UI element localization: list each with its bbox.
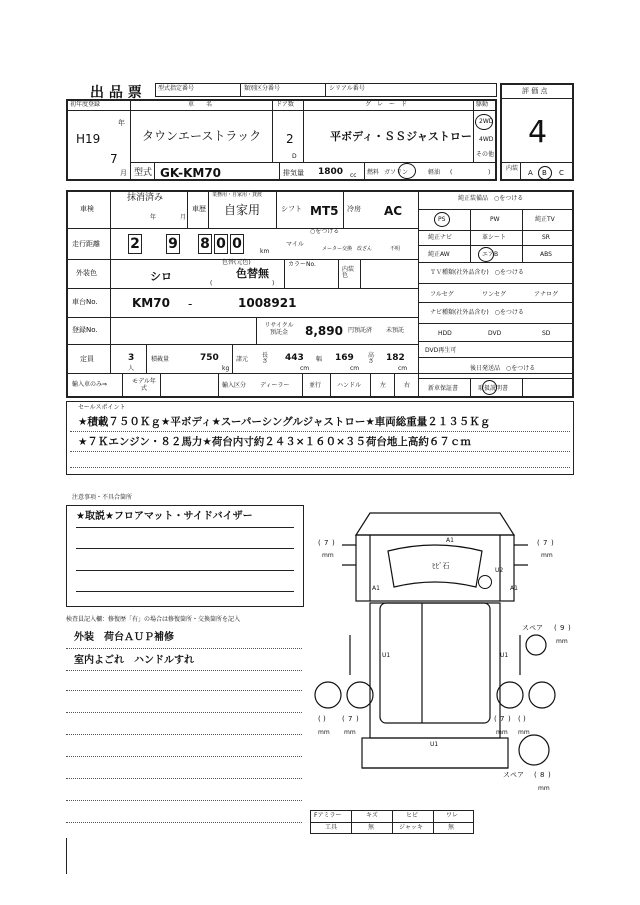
equip-pw[interactable]: PW bbox=[490, 216, 500, 223]
model-code: GK-KM70 bbox=[160, 166, 222, 180]
navi-sd[interactable]: SD bbox=[542, 330, 551, 337]
mileage-digit: 9 bbox=[166, 234, 180, 254]
document-title: 出 品 票 bbox=[90, 85, 142, 101]
score-value: 4 bbox=[528, 115, 548, 150]
serial-label: シリアル番号 bbox=[329, 85, 365, 92]
damage-code: U1 bbox=[500, 652, 509, 659]
navi-dvd-play[interactable]: DVD再生可 bbox=[425, 347, 457, 354]
interior-a[interactable]: A bbox=[528, 169, 533, 177]
interior-c[interactable]: C bbox=[559, 169, 564, 177]
height: 182 bbox=[386, 353, 405, 363]
door-count: 2 bbox=[286, 132, 294, 146]
navi-dvd[interactable]: DVD bbox=[488, 330, 502, 337]
damage-code: U2 bbox=[495, 567, 504, 574]
inspector-line-1: 外装 荷台ＡＵＰ補修 bbox=[74, 632, 174, 643]
tv-fullseg[interactable]: フルセグ bbox=[430, 291, 454, 298]
windshield-note: ﾋﾋﾞ石 bbox=[432, 562, 450, 570]
tire-depth: 7 bbox=[500, 715, 505, 723]
mileage-digit: 2 bbox=[128, 234, 142, 254]
tv-analog[interactable]: アナログ bbox=[534, 291, 559, 298]
car-damage-diagram bbox=[300, 495, 575, 815]
drive-other[interactable]: その他 bbox=[476, 151, 495, 158]
mile-option[interactable]: 不明 bbox=[390, 246, 401, 252]
vin-number: 1008921 bbox=[238, 296, 297, 310]
drive-label: 駆動 bbox=[476, 101, 489, 108]
fuel-diesel[interactable]: 軽油 bbox=[428, 169, 441, 176]
drive-4wd[interactable]: 4WD bbox=[479, 136, 494, 143]
damage-code: U1 bbox=[382, 652, 391, 659]
first-reg-year: H19 bbox=[76, 132, 101, 146]
handle-right[interactable]: 右 bbox=[404, 382, 411, 389]
equip-tv[interactable]: 純正TV bbox=[535, 216, 555, 223]
car-name: タウンエーストラック bbox=[142, 129, 262, 143]
vin-model: KM70 bbox=[132, 296, 170, 310]
fuel-gasoline[interactable]: ガソリン bbox=[384, 169, 409, 176]
inspector-line-2: 室内よごれ ハンドルすれ bbox=[74, 655, 194, 666]
equip-navi[interactable]: 純正ナビ bbox=[428, 234, 453, 241]
grade: 平ボディ・ＳＳジャストロー bbox=[330, 130, 472, 143]
sales-line-1: ★積載７５０Ｋｇ★平ボディ★スーパーシングルジャストロー★車両総重量２１３５Ｋｇ bbox=[78, 416, 491, 428]
damage-code: A1 bbox=[372, 585, 380, 592]
equip-aw[interactable]: 純正AW bbox=[428, 251, 450, 258]
import-dealer[interactable]: ディーラー bbox=[260, 382, 290, 389]
grade-label: グ レ ー ド bbox=[365, 101, 408, 108]
damage-code: A1 bbox=[510, 585, 518, 592]
mile-option[interactable]: 改ざん bbox=[357, 246, 373, 252]
equip-airbag[interactable]: エアB bbox=[482, 251, 499, 258]
tire-depth: 7 bbox=[348, 715, 353, 723]
first-reg-label: 初年度登録 bbox=[70, 101, 101, 108]
interior-b[interactable]: B bbox=[542, 169, 547, 177]
doc-warranty[interactable]: 新車保証書 bbox=[428, 385, 459, 392]
equip-leather[interactable]: 革シート bbox=[482, 234, 507, 241]
equip-ps[interactable]: PS bbox=[438, 216, 446, 223]
mile-option[interactable]: マイル bbox=[286, 241, 304, 248]
width: 169 bbox=[335, 353, 354, 363]
import-parallel[interactable]: 並行 bbox=[309, 382, 322, 389]
ac-value: AC bbox=[384, 204, 403, 218]
equip-sr[interactable]: SR bbox=[542, 234, 550, 241]
navi-hdd[interactable]: HDD bbox=[438, 330, 452, 337]
capacity: 3 bbox=[128, 353, 135, 363]
code-row bbox=[155, 83, 497, 97]
notes-line-1: ★取説★フロアマット・サイドバイザー bbox=[76, 511, 253, 522]
spare-depth: 8 bbox=[540, 771, 545, 779]
tv-oneseg[interactable]: ワンセグ bbox=[482, 291, 507, 298]
mile-option[interactable]: メーター交換 bbox=[322, 246, 353, 252]
displacement: 1800 bbox=[318, 167, 344, 177]
spare-depth: 9 bbox=[560, 624, 565, 632]
inspection-value: 抹消済み bbox=[127, 193, 164, 203]
first-reg-month: 7 bbox=[110, 152, 118, 166]
selected-circle bbox=[475, 114, 493, 130]
sales-line-2: ★７Ｋエンジン・８２馬力★荷台内寸約２４３×１６０×３５荷台地上高約６７ｃｍ bbox=[78, 436, 471, 448]
type-approval-label: 型式指定番号 bbox=[158, 85, 195, 92]
category-label: 類別区分番号 bbox=[244, 85, 281, 92]
exterior-color: シロ bbox=[150, 270, 172, 283]
load: 750 bbox=[200, 353, 219, 363]
handle-left[interactable]: 左 bbox=[380, 382, 387, 389]
mileage-digit: 0 bbox=[230, 234, 244, 254]
equip-abs[interactable]: ABS bbox=[540, 251, 552, 258]
tire-depth: 7 bbox=[543, 539, 548, 547]
doors-label: ドア数 bbox=[276, 101, 294, 108]
shift-value: MT5 bbox=[310, 204, 339, 218]
damage-code: U1 bbox=[430, 741, 439, 748]
drive-2wd[interactable]: 2WD bbox=[479, 118, 494, 125]
usage-value: 自家用 bbox=[224, 203, 261, 217]
recycle-amount: 8,890 bbox=[305, 324, 343, 338]
mileage-digit: 8 bbox=[198, 234, 212, 254]
car-name-label: 車 名 bbox=[188, 101, 213, 108]
color-change: 色替無 bbox=[236, 267, 269, 280]
tire-depth: 7 bbox=[324, 539, 329, 547]
mileage-digit: 0 bbox=[214, 234, 228, 254]
doc-manual[interactable]: 取扱説明書 bbox=[478, 385, 509, 392]
damage-code: A1 bbox=[446, 537, 454, 544]
recycle-status[interactable]: 未預託 bbox=[386, 327, 405, 334]
length: 443 bbox=[285, 353, 304, 363]
